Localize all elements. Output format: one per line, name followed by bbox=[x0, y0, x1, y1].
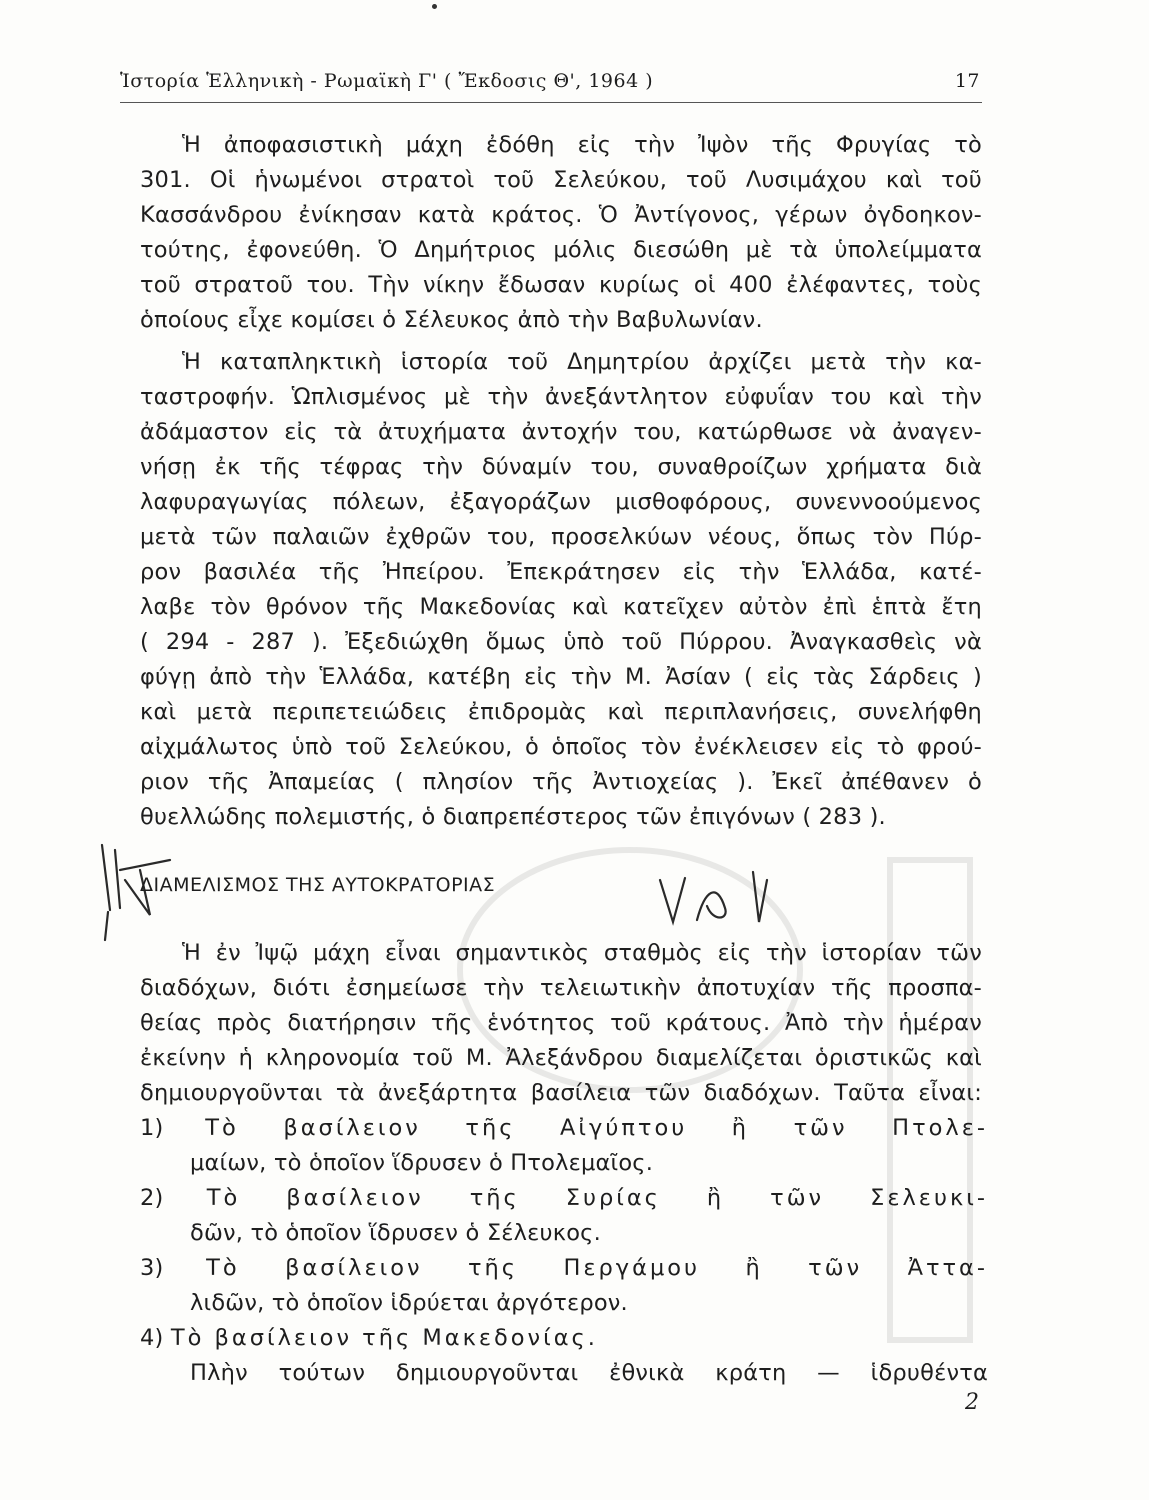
handwritten-initials-mark bbox=[655, 860, 790, 930]
list-item bbox=[140, 1321, 988, 1355]
text-line: ρον βασιλέα τῆς Ἠπείρου. Ἐπεκράτησεν εἰς τὴν Ἑλλάδα, κατέ- bbox=[140, 559, 982, 585]
running-head bbox=[120, 70, 980, 100]
text-line: ριον τῆς Ἀπαμείας ( πλησίον τῆς Ἀντιοχείας ). Ἐκεῖ ἀπέθανεν ὁ bbox=[140, 769, 982, 795]
text-line: ταστροφήν. Ὡπλισμένος μὲ τὴν ἀνεξάντλητον εὐφυΐαν του καὶ τὴν bbox=[140, 384, 982, 410]
text-line: φύγῃ ἀπὸ τὴν Ἑλλάδα, κατέβη εἰς τὴν Μ. Ἀσίαν ( εἰς τὰς Σάρδεις ) bbox=[140, 664, 982, 690]
list-marker: 4) bbox=[140, 1325, 164, 1351]
text-line: ἐκείνην ἡ κληρονομία τοῦ Μ. Ἀλεξάνδρου διαμελίζεται ὁριστικῶς καὶ bbox=[140, 1045, 982, 1071]
text-line: τούτης, ἐφονεύθη. Ὁ Δημήτριος μόλις διεσώθη μὲ τὰ ὑπολείμματα bbox=[140, 237, 982, 263]
list-item bbox=[140, 1111, 988, 1145]
text-line: νήσῃ ἐκ τῆς τέφρας τὴν δύναμίν του, συναθροίζων χρήματα διὰ bbox=[140, 454, 982, 480]
text-line: ( 294 - 287 ). Ἐξεδιώχθη ὅμως ὑπὸ τοῦ Πύρρου. Ἀναγκασθεὶς νὰ bbox=[140, 629, 982, 655]
header-rule bbox=[120, 102, 982, 103]
list-item-text: Τὸ βασίλειον τῆς Συρίας ἢ τῶν Σελευκι- bbox=[206, 1185, 988, 1211]
text-line: Ἡ ἐν Ἰψῷ μάχη εἶναι σημαντικὸς σταθμὸς εἰς τὴν ἱστορίαν τῶν bbox=[182, 940, 982, 966]
text-line: θυελλώδης πολεμιστής, ὁ διαπρεπέστερος τῶν ἐπιγόνων ( 283 ). bbox=[140, 804, 886, 830]
text-line: τοῦ στρατοῦ του. Τὴν νίκην ἔδωσαν κυρίως οἱ 400 ἐλέφαντες, τοὺς bbox=[140, 272, 982, 298]
list-marker: 3) bbox=[140, 1255, 164, 1281]
section-heading: ΔΙΑΜΕΛΙΣΜΟΣ ΤΗΣ ΑΥΤΟΚΡΑΤΟΡΙΑΣ bbox=[140, 874, 496, 896]
list-item bbox=[140, 1251, 988, 1285]
list-item-text: Τὸ βασίλειον τῆς Μακεδονίας. bbox=[170, 1325, 598, 1351]
list-item-text: Τὸ βασίλειον τῆς Αἰγύπτου ἢ τῶν Πτολε- bbox=[205, 1115, 988, 1141]
sheet-number: 2 bbox=[965, 1390, 979, 1415]
text-line: Ἡ ἀποφασιστικὴ μάχη ἐδόθη εἰς τὴν Ἰψὸν τῆς Φρυγίας τὸ bbox=[182, 132, 982, 158]
text-line: λαφυραγωγίας πόλεων, ἐξαγοράζων μισθοφόρους, συνεννοούμενος bbox=[140, 489, 982, 515]
running-head-title: Ἱστορία Ἑλληνικὴ - Ρωμαϊκὴ Γ' ( Ἔκδοσις Θ', 1964 ) bbox=[120, 70, 654, 92]
text-line: ὁποίους εἶχε κομίσει ὁ Σέλευκος ἀπὸ τὴν Βαβυλωνίαν. bbox=[140, 307, 763, 333]
text-line: διαδόχων, διότι ἐσημείωσε τὴν τελειωτικὴν ἀποτυχίαν τῆς προσπα- bbox=[140, 975, 982, 1001]
text-line: μετὰ τῶν παλαιῶν ἐχθρῶν του, προσελκύων νέους, ὅπως τὸν Πύρ- bbox=[140, 524, 982, 550]
list-item-continuation: μαίων, τὸ ὁποῖον ἵδρυσεν ὁ Πτολεμαῖος. bbox=[190, 1150, 654, 1176]
text-line: δημιουργοῦνται τὰ ἀνεξάρτητα βασίλεια τῶν διαδόχων. Ταῦτα εἶναι: bbox=[140, 1080, 982, 1106]
text-line: αἰχμάλωτος ὑπὸ τοῦ Σελεύκου, ὁ ὁποῖος τὸν ἐνέκλεισεν εἰς τὸ φρού- bbox=[140, 734, 982, 760]
page-number: 17 bbox=[954, 70, 980, 92]
text-line: Ἡ καταπληκτικὴ ἱστορία τοῦ Δημητρίου ἀρχίζει μετὰ τὴν κα- bbox=[182, 349, 982, 375]
list-marker: 2) bbox=[140, 1185, 164, 1211]
list-item-text: Τὸ βασίλειον τῆς Περγάμου ἢ τῶν Ἀττα- bbox=[206, 1255, 988, 1281]
text-line: 301. Οἱ ἡνωμένοι στρατοὶ τοῦ Σελεύκου, τοῦ Λυσιμάχου καὶ τοῦ bbox=[140, 167, 982, 193]
text-line: καὶ μετὰ περιπετειώδεις ἐπιδρομὰς καὶ περιπλανήσεις, συνελήφθη bbox=[140, 699, 982, 725]
text-line: θείας πρὸς διατήρησιν τῆς ἑνότητος τοῦ κράτους. Ἀπὸ τὴν ἡμέραν bbox=[140, 1010, 982, 1036]
ink-dot bbox=[432, 4, 437, 9]
text-line: Κασσάνδρου ἐνίκησαν κατὰ κράτος. Ὁ Ἀντίγονος, γέρων ὀγδοηκον- bbox=[140, 202, 982, 228]
list-item bbox=[140, 1181, 988, 1215]
list-marker: 1) bbox=[140, 1115, 164, 1141]
list-item-continuation: λιδῶν, τὸ ὁποῖον ἱδρύεται ἀργότερον. bbox=[190, 1290, 628, 1316]
text-line: λαβε τὸν θρόνον τῆς Μακεδονίας καὶ κατεῖχεν αὐτὸν ἐπὶ ἑπτὰ ἔτη bbox=[140, 594, 982, 620]
text-line: ἀδάμαστον εἰς τὰ ἀτυχήματα ἀντοχήν του, κατώρθωσε νὰ ἀναγεν- bbox=[140, 419, 982, 445]
closing-line: Πλὴν τούτων δημιουργοῦνται ἐθνικὰ κράτη — ἱδρυθέντα bbox=[190, 1360, 988, 1386]
list-item-continuation: δῶν, τὸ ὁποῖον ἵδρυσεν ὁ Σέλευκος. bbox=[190, 1220, 601, 1246]
